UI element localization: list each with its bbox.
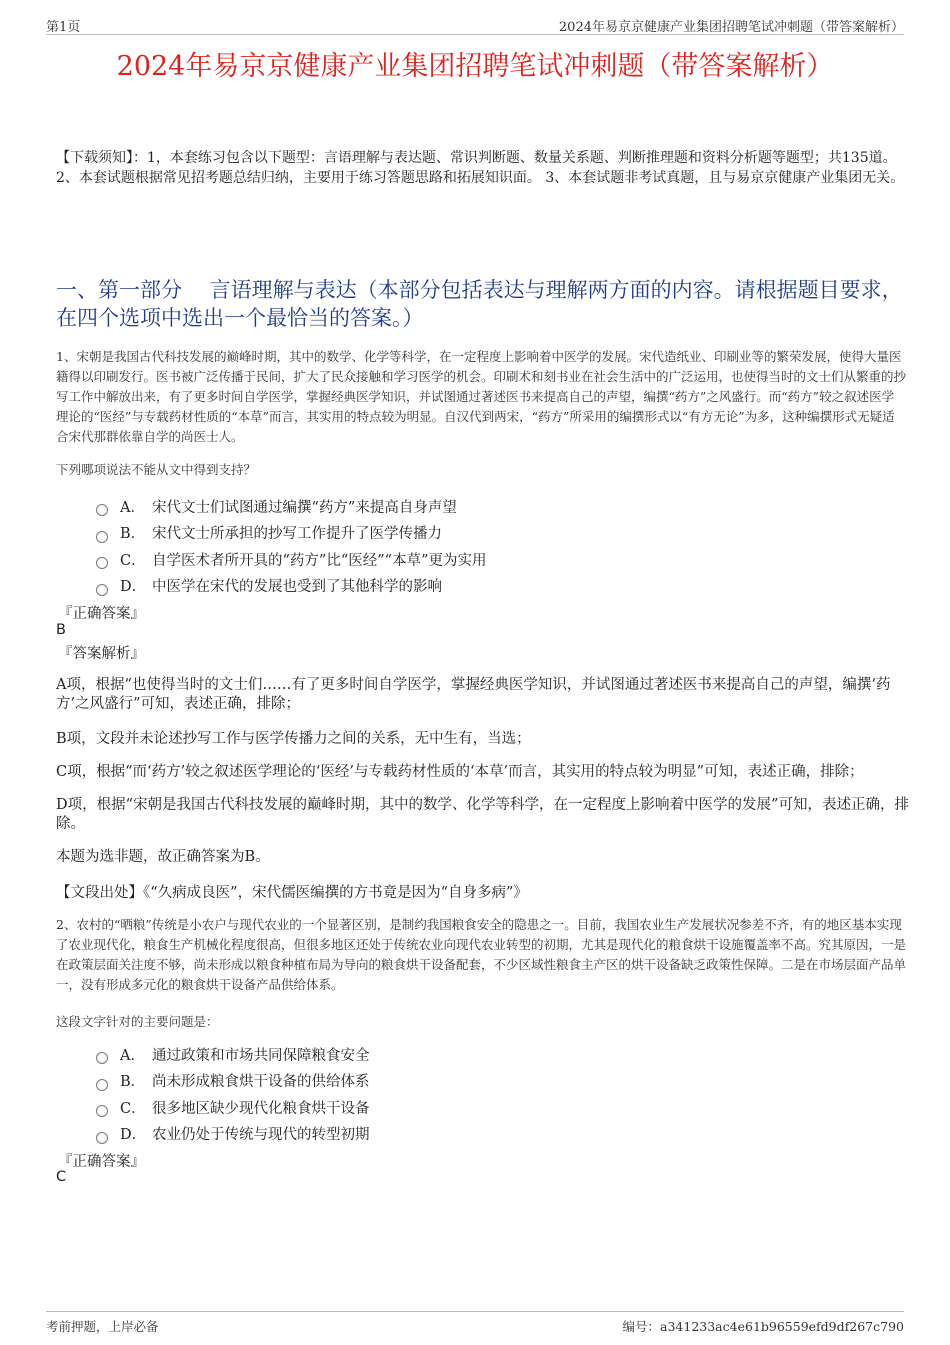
question-1-options xyxy=(96,493,856,599)
question-1-text: 1、宋朝是我国古代科技发展的巅峰时期，其中的数学、化学等科学，在一定程度上影响着中医学的发展。宋代造纸业、印刷业等的繁荣发展，使得大量医籍得以印刷发行。医书被广泛传播于民间，扩大了民众接触和学习医学的机会。印刷术和刻书业在社会生活中的广泛运用，也使得当时的文士们从繁重的抄写工作中解放出来，有了更多时间自学医学，掌握经典医学知识，并试图通过著述医书来提高自己的声望，编撰“药方”之风盛行。而“药方”较之叙述医学理论的“医经”与专载药材性质的“本草”而言，其实用的特点较为明显。自汉代到两宋，“药方”所采用的编撰形式以“有方无论”为多，这种编撰形式无疑适合宋代那群依靠自学的尚医士人。 xyxy=(56,349,907,444)
analysis-d: D项，根据“宋朝是我国古代科技发展的巅峰时期，其中的数学、化学等科学，在一定程度上影响着中医学的发展”可知，表述正确，排除。 xyxy=(56,797,909,832)
option-b[interactable]: B． 尚未形成粮食烘干设备的供给体系 xyxy=(96,1068,856,1095)
option-c[interactable]: C． 很多地区缺少现代化粮食烘干设备 xyxy=(96,1094,856,1121)
radio-icon[interactable] xyxy=(96,557,108,569)
analysis-conclusion: 本题为选非题，故正确答案为B。 xyxy=(56,849,270,865)
radio-icon[interactable] xyxy=(96,531,108,543)
answer-value: B xyxy=(56,622,66,638)
answer-label: 『正确答案』 xyxy=(58,1154,145,1170)
option-d[interactable]: D． 中医学在宋代的发展也受到了其他科学的影响 xyxy=(96,573,856,600)
option-a[interactable]: A． 通过政策和市场共同保障粮食安全 xyxy=(96,1041,856,1068)
analysis-b: B项，文段并未论述抄写工作与医学传播力之间的关系，无中生有，当选； xyxy=(56,731,531,747)
radio-icon[interactable] xyxy=(96,1079,108,1091)
radio-icon[interactable] xyxy=(96,1052,108,1064)
option-a[interactable]: A． 宋代文士们试图通过编撰“药方”来提高自身声望 xyxy=(96,493,856,520)
question-2-options xyxy=(96,1041,856,1147)
header-doc-title: 2024年易京京健康产业集团招聘笔试冲刺题（带答案解析） xyxy=(558,20,904,35)
question-1-prompt: 下列哪项说法不能从文中得到支持？ xyxy=(56,462,257,477)
analysis-c: C项，根据“而‘药方’较之叙述医学理论的‘医经’与专载药材性质的‘本草’而言，其实用的特点较为明显”可知，表述正确，排除； xyxy=(56,764,864,780)
radio-icon[interactable] xyxy=(96,1132,108,1144)
radio-icon[interactable] xyxy=(96,504,108,516)
radio-icon[interactable] xyxy=(96,1105,108,1117)
radio-icon[interactable] xyxy=(96,584,108,596)
section-title: 一、第一部分 言语理解与表达（本部分包括表达与理解两方面的内容。请根据题目要求，在四个选项中选出一个最恰当的答案。） xyxy=(56,278,903,330)
question-2-prompt: 这段文字针对的主要问题是： xyxy=(56,1014,219,1029)
page-number: 第1页 xyxy=(46,20,81,35)
answer-label: 『正确答案』 xyxy=(58,606,145,622)
source-citation: 【文段出处】《“久病成良医”，宋代儒医编撰的方书竟是因为“自身多病”》 xyxy=(56,885,528,901)
option-b[interactable]: B． 宋代文士所承担的抄写工作提升了医学传播力 xyxy=(96,520,856,547)
page-footer xyxy=(46,1311,904,1334)
document-title: 2024年易京京健康产业集团招聘笔试冲刺题（带答案解析） xyxy=(116,51,834,82)
question-2-text: 2、农村的“晒粮”传统是小农户与现代农业的一个显著区别，是制约我国粮食安全的隐患之一。目前，我国农业生产发展状况参差不齐，有的地区基本实现了农业现代化，粮食生产机械化程度很高，但很多地区还处于传统农业向现代农业转型的初期，尤其是现代化的粮食烘干设施覆盖率不高。究其原因，一是在政策层面关注度不够，尚未形成以粮食种植布局为导向的粮食烘干设备配套，不少区域性粮食主产区的烘干设备缺乏政策性保障。二是在市场层面产品单一，没有形成多元化的粮食烘干设备产品供给体系。 xyxy=(56,917,907,992)
download-notice: 【下载须知】：1，本套练习包含以下题型：言语理解与表达题、常识判断题、数量关系题、判断推理题和资料分析题等题型；共135道。 2、本套试题根据常见招考题总结归纳，主要用于练习答题思路和拓展知识面。 3、本套试题非考试真题，且与易京京健康产业集团无关。 xyxy=(56,150,905,186)
analysis-a: A项，根据“也使得当时的文士们……有了更多时间自学医学，掌握经典医学知识，并试图通过著述医书来提高自己的声望，编撰‘药方’之风盛行”可知，表述正确，排除； xyxy=(56,677,891,712)
option-c[interactable]: C． 自学医术者所开具的“药方”比“医经”“本草”更为实用 xyxy=(96,546,856,573)
footer-slogan: 考前押题，上岸必备 xyxy=(46,1319,159,1334)
option-d[interactable]: D． 农业仍处于传统与现代的转型初期 xyxy=(96,1121,856,1148)
analysis-label: 『答案解析』 xyxy=(58,646,145,662)
answer-value: C xyxy=(56,1169,67,1185)
page-header xyxy=(46,14,904,35)
footer-doc-id: 编号：a341233ac4e61b96559efd9df267c790 xyxy=(622,1319,904,1334)
